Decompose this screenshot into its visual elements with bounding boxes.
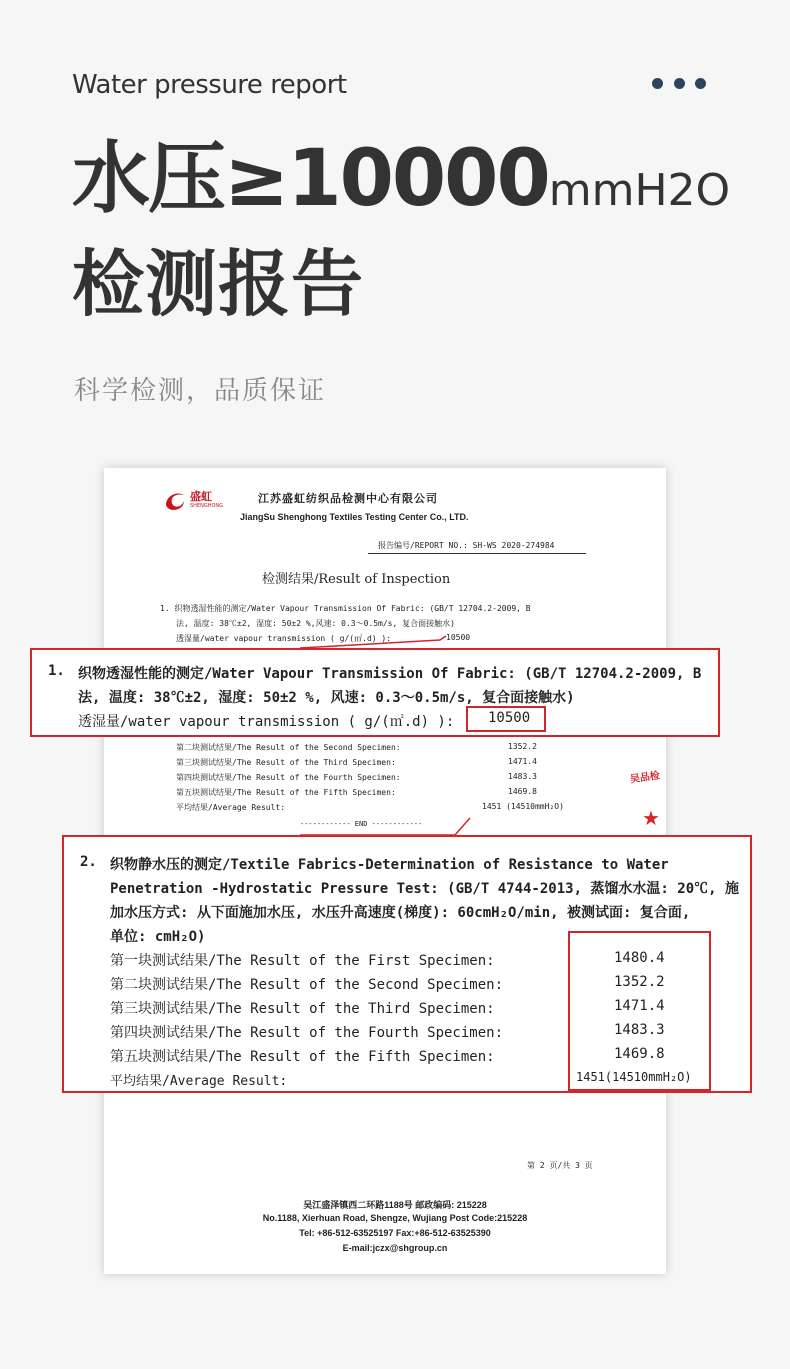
subtitle: 科学检测，品质保证 [74, 376, 327, 406]
footer-email: E-mail:jczx@shgroup.cn [342, 1243, 448, 1253]
small-result-value: 1483.3 [508, 772, 537, 781]
footer-address-cn: 吴江盛泽镇西二环路1188号 邮政编码: 215228 [303, 1200, 487, 1210]
zoom2-line4: 单位: cmH₂O) [110, 929, 206, 945]
document-title: 检测结果/Result of Inspection [262, 572, 451, 587]
zoom2-line2: Penetration -Hydrostatic Pressure Test: (GB/T 4744-2013, 蒸馏水水温: 20℃, 施 [110, 881, 740, 897]
zoom2-result-label: 第一块测试结果/The Result of the First Specimen: [110, 953, 495, 969]
small-result-label: 第二块测试结果/The Result of the Second Specimen: [176, 743, 401, 752]
company-name-cn: 江苏盛虹纺织品检测中心有限公司 [258, 492, 438, 505]
item1-value: 10500 [446, 633, 471, 642]
zoom1-value: 10500 [488, 710, 531, 726]
small-result-value: 1451 (14510mmH₂O) [482, 802, 564, 811]
zoom2-line3: 加水压方式: 从下面施加水压, 水压升高速度(梯度): 60cmH₂O/min, 被测试面: 复合面, [110, 905, 691, 921]
item1-line1: 1. 织物透湿性能的测定/Water Vapour Transmission Of Fabric: (GB/T 12704.2-2009, B [160, 604, 531, 613]
zoom2-result-value: 1483.3 [614, 1022, 665, 1038]
zoom1-line3: 透湿量/water vapour transmission ( g/(㎡.d) ): [78, 714, 455, 730]
small-result-label: 第五块测试结果/The Result of the Fifth Specimen: [176, 788, 396, 797]
small-result-value: 1469.8 [508, 787, 537, 796]
footer-address-en: No.1188, Xierhuan Road, Shengze, Wujiang Post Code:215228 [262, 1213, 528, 1223]
page-title: Water pressure report [72, 70, 347, 100]
logo-brand: 盛虹 [190, 490, 212, 503]
zoom2-average-value: 1451(14510mmH₂O) [576, 1070, 692, 1084]
logo-brand-en: SHENGHONG [190, 503, 224, 509]
zoom2-result-value: 1480.4 [614, 950, 665, 966]
report-number: 报告编号/REPORT NO.: SH-WS 2020-274984 [378, 541, 555, 550]
zoom2-number: 2. [80, 854, 97, 870]
zoom1-number: 1. [48, 663, 65, 679]
footer-phone: Tel: +86-512-63525197 Fax:+86-512-63525390 [299, 1228, 491, 1238]
company-name-en: JiangSu Shenghong Textiles Testing Center Co., LTD. [240, 512, 469, 522]
zoom2-line1: 织物静水压的测定/Textile Fabrics-Determination of Resistance to Water [110, 857, 669, 873]
zoom2-result-value: 1471.4 [614, 998, 665, 1014]
small-result-label: 第三块测试结果/The Result of the Third Specimen: [176, 758, 396, 767]
seal-star-icon: ★ [642, 806, 660, 830]
small-result-label: 第四块测试结果/The Result of the Fourth Specimen: [176, 773, 401, 782]
item1-line3: 透湿量/water vapour transmission ( g/(㎡.d) ): [176, 634, 392, 643]
zoom1-line1: 织物透湿性能的测定/Water Vapour Transmission Of Fabric: (GB/T 12704.2-2009, B [78, 666, 702, 682]
headline-prefix: 水压≥10000 [72, 134, 549, 224]
small-result-value: 1471.4 [508, 757, 537, 766]
item1-line2: 法, 温度: 38℃±2, 湿度: 50±2 %,风速: 0.3～0.5m/s, 复合面接触水) [176, 619, 455, 628]
page-number: 第 2 页/共 3 页 [527, 1161, 593, 1170]
zoom2-result-value: 1352.2 [614, 974, 665, 990]
small-result-label: 平均结果/Average Result: [176, 803, 286, 812]
zoom2-result-label: 第四块测试结果/The Result of the Fourth Specimen: [110, 1025, 504, 1041]
zoom2-result-value: 1469.8 [614, 1046, 665, 1062]
zoom2-result-label: 第三块测试结果/The Result of the Third Specimen: [110, 1001, 495, 1017]
headline-unit: mmH2O [548, 165, 731, 216]
zoom1-line2: 法, 温度: 38℃±2, 湿度: 50±2 %, 风速: 0.3～0.5m/s, 复合面接触水) [78, 690, 575, 706]
official-seal: 吴品检 [629, 770, 661, 786]
headline-line2: 检测报告 [72, 242, 365, 326]
small-result-value: 1352.2 [508, 742, 537, 751]
zoom2-result-label: 第二块测试结果/The Result of the Second Specimen: [110, 977, 504, 993]
zoom2-result-label: 第五块测试结果/The Result of the Fifth Specimen: [110, 1049, 495, 1065]
end-marker: ------------ END ------------ [300, 820, 423, 828]
zoom2-average-label: 平均结果/Average Result: [110, 1074, 288, 1089]
